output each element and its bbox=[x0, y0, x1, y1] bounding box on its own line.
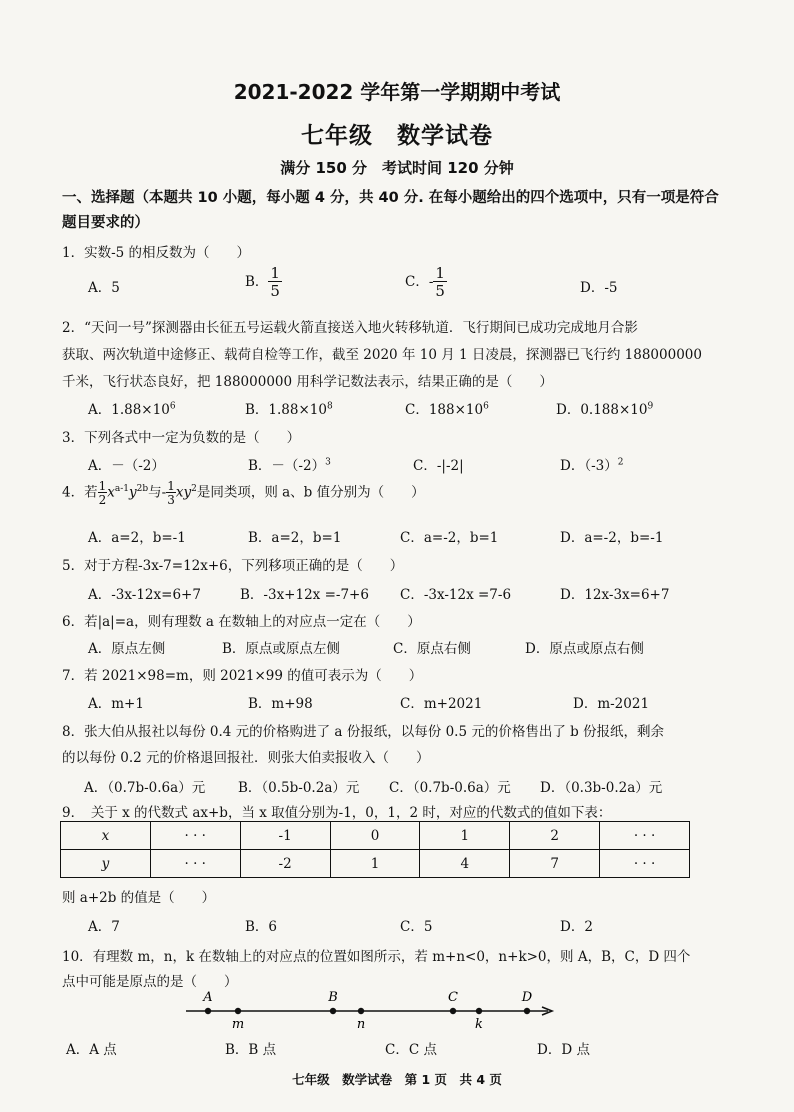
table-cell: 2 bbox=[510, 822, 600, 850]
q7-option-b: B．m+98 bbox=[248, 696, 313, 712]
q4-tail: 是同类项，则 a、b 值分别为（ ） bbox=[196, 484, 425, 501]
q2-line2: 获取、两次轨道中途修正、载荷自检等工作，截至 2020 年 10 月 1 日凌晨，探测器已飞行约 188000000 bbox=[62, 347, 702, 363]
table-cell: · · · bbox=[150, 850, 240, 878]
point-D-dot bbox=[524, 1008, 530, 1014]
q1-option-b-label: B． bbox=[245, 274, 269, 290]
q1-option-c bbox=[405, 266, 447, 299]
q1-option-d: D．-5 bbox=[580, 280, 618, 296]
q9-after: 则 a+2b 的值是（ ） bbox=[62, 890, 216, 906]
exponent: 2 bbox=[617, 457, 624, 468]
q9-stem: 9． 关于 x 的代数式 ax+b，当 x 取值分别为-1，0，1，2 时，对应的代数式的值如下表： bbox=[62, 805, 612, 821]
fraction-numerator: 1 bbox=[167, 479, 175, 493]
table-cell: 7 bbox=[510, 850, 600, 878]
exponent: 9 bbox=[647, 401, 654, 412]
q3-option-d-text: D．（-3） bbox=[560, 458, 618, 474]
q1-option-b bbox=[245, 266, 282, 299]
q2-line3: 千米，飞行状态良好，把 188000000 用科学记数法表示，结果正确的是（ ） bbox=[62, 374, 553, 390]
q2-option-a-text: A．1.88×10 bbox=[88, 402, 170, 418]
q6-option-c: C．原点右侧 bbox=[393, 641, 471, 657]
point-n-dot bbox=[358, 1008, 364, 1014]
table-cell: 1 bbox=[330, 850, 420, 878]
point-B-dot bbox=[330, 1008, 336, 1014]
point-C-dot bbox=[450, 1008, 456, 1014]
q8-option-b: B．（0.5b-0.2a）元 bbox=[238, 780, 360, 796]
q5-stem: 5．对于方程-3x-7=12x+6，下列移项正确的是（ ） bbox=[62, 558, 404, 574]
q9-option-a: A．7 bbox=[88, 919, 120, 935]
table-row bbox=[61, 850, 690, 878]
q4-option-a: A．a=2，b=-1 bbox=[88, 530, 186, 546]
q4-term1-y: y bbox=[129, 484, 137, 501]
q6-stem: 6．若|a|=a，则有理数 a 在数轴上的对应点一定在（ ） bbox=[62, 614, 421, 630]
table-cell: -1 bbox=[240, 822, 330, 850]
q10-line1: 10．有理数 m，n，k 在数轴上的对应点的位置如图所示，若 m+n<0，n+k>0，则 A，B，C，D 四个 bbox=[62, 949, 691, 965]
fraction-denominator: 5 bbox=[435, 282, 445, 300]
q9-value-table bbox=[60, 821, 690, 878]
q4-mid: 与- bbox=[148, 484, 167, 501]
point-m-label: m bbox=[231, 1017, 245, 1032]
fraction-numerator: 1 bbox=[98, 479, 107, 493]
q8-option-a: A．（0.7b-0.6a）元 bbox=[84, 780, 206, 796]
q5-option-a: A．-3x-12x=6+7 bbox=[88, 587, 201, 603]
q3-option-a: A．－（-2） bbox=[88, 458, 165, 474]
exponent: 6 bbox=[483, 401, 489, 412]
page-footer: 七年级 数学试卷 第 1 页 共 4 页 bbox=[292, 1072, 502, 1087]
q4-term1-x: x bbox=[107, 484, 115, 501]
q6-option-d: D．原点或原点右侧 bbox=[525, 641, 644, 657]
q7-stem: 7．若 2021×98=m，则 2021×99 的值可表示为（ ） bbox=[62, 668, 423, 684]
q3-stem: 3．下列各式中一定为负数的是（ ） bbox=[62, 430, 301, 446]
table-cell: · · · bbox=[600, 850, 690, 878]
q8-line2: 的以每份 0.2 元的价格退回报社．则张大伯卖报收入（ ） bbox=[62, 750, 430, 766]
table-cell: y bbox=[61, 850, 151, 878]
q3-option-b bbox=[248, 454, 331, 474]
exponent: 2b bbox=[136, 484, 149, 494]
q7-option-c: C．m+2021 bbox=[400, 696, 483, 712]
q4-number: 4．若 bbox=[62, 484, 98, 501]
q5-option-b: B．-3x+12x =-7+6 bbox=[240, 587, 369, 603]
q4-term2: xy bbox=[175, 484, 192, 501]
point-D-label: D bbox=[521, 990, 533, 1005]
fraction-denominator: 3 bbox=[167, 493, 175, 507]
point-n-label: n bbox=[356, 1017, 366, 1032]
point-A-dot bbox=[205, 1008, 211, 1014]
q1-option-b-fraction bbox=[268, 266, 282, 299]
table-cell: 4 bbox=[420, 850, 510, 878]
exponent: 6 bbox=[169, 401, 176, 412]
fraction-denominator: 2 bbox=[98, 493, 107, 507]
fraction-numerator: 1 bbox=[435, 264, 445, 282]
q10-option-d: D．D 点 bbox=[537, 1042, 590, 1058]
q3-option-c: C．-|-2| bbox=[413, 458, 464, 474]
exponent: 3 bbox=[325, 457, 331, 468]
exam-info: 满分 150 分 考试时间 120 分钟 bbox=[280, 159, 514, 177]
table-cell: · · · bbox=[600, 822, 690, 850]
point-k-label: k bbox=[475, 1017, 483, 1032]
q10-option-a: A．A 点 bbox=[66, 1042, 117, 1058]
q2-option-c bbox=[405, 398, 489, 418]
q9-option-c: C．5 bbox=[400, 919, 433, 935]
q2-option-b bbox=[245, 398, 333, 418]
q10-option-c: C．C 点 bbox=[385, 1042, 437, 1058]
point-B-label: B bbox=[328, 990, 338, 1005]
exponent: a-1 bbox=[114, 484, 129, 494]
point-k-dot bbox=[476, 1008, 482, 1014]
q6-option-a: A．原点左侧 bbox=[88, 641, 166, 657]
q9-option-d: D．2 bbox=[560, 919, 593, 935]
table-cell: -2 bbox=[240, 850, 330, 878]
table-cell: 1 bbox=[420, 822, 510, 850]
q2-option-a bbox=[88, 398, 176, 418]
table-cell: 0 bbox=[330, 822, 420, 850]
fraction-numerator: 1 bbox=[270, 264, 280, 282]
section-heading-line1: 一、选择题（本题共 10 小题，每小题 4 分，共 40 分. 在每小题给出的四个选项中，只有一项是符合 bbox=[62, 190, 719, 206]
q4-stem bbox=[62, 480, 425, 506]
q7-option-a: A．m+1 bbox=[88, 696, 144, 712]
q5-option-d: D．12x-3x=6+7 bbox=[560, 587, 670, 603]
q4-option-c: C．a=-2，b=1 bbox=[400, 530, 499, 546]
q6-option-b: B．原点或原点左侧 bbox=[222, 641, 340, 657]
q1-stem: 1．实数-5 的相反数为（ ） bbox=[62, 245, 251, 261]
q10-line2: 点中可能是原点的是（ ） bbox=[62, 974, 238, 990]
q7-option-d: D．m-2021 bbox=[573, 696, 650, 712]
q4-option-b: B．a=2，b=1 bbox=[248, 530, 342, 546]
exam-title: 2021-2022 学年第一学期期中考试 bbox=[233, 80, 561, 104]
number-line-figure bbox=[180, 985, 560, 1033]
q2-option-d-text: D．0.188×10 bbox=[556, 402, 648, 418]
point-A-label: A bbox=[203, 990, 213, 1005]
table-cell: x bbox=[61, 822, 151, 850]
q1-option-a: A．5 bbox=[88, 280, 120, 296]
q2-option-b-text: B．1.88×10 bbox=[245, 402, 327, 418]
q2-line1: 2．“天问一号”探测器由长征五号运载火箭直接送入地火转移轨道．飞行期间已成功完成地月合影 bbox=[62, 320, 638, 336]
q9-option-b: B．6 bbox=[245, 919, 278, 935]
q2-option-d bbox=[556, 398, 653, 418]
q8-option-d: D．（0.3b-0.2a）元 bbox=[540, 780, 663, 796]
q3-option-b-text: B．－（-2） bbox=[248, 458, 326, 474]
point-C-label: C bbox=[448, 990, 458, 1005]
section-heading-line2: 题目要求的） bbox=[62, 215, 149, 231]
q4-fraction-1 bbox=[98, 480, 108, 506]
q8-line1: 8．张大伯从报社以每份 0.4 元的价格购进了 a 份报纸，以每份 0.5 元的价格售出了 b 份报纸，剩余 bbox=[62, 724, 665, 740]
q4-fraction-2 bbox=[166, 480, 176, 506]
q2-option-c-text: C．188×10 bbox=[405, 402, 484, 418]
q8-option-c: C．（0.7b-0.6a）元 bbox=[389, 780, 511, 796]
q4-option-d: D．a=-2，b=-1 bbox=[560, 530, 664, 546]
exam-subtitle: 七年级 数学试卷 bbox=[301, 123, 493, 149]
exponent: 2 bbox=[191, 484, 197, 494]
q3-option-d bbox=[560, 454, 623, 474]
q5-option-c: C．-3x-12x =7-6 bbox=[400, 587, 512, 603]
q1-option-c-fraction bbox=[433, 266, 447, 299]
q1-option-c-label: C．- bbox=[405, 274, 434, 290]
table-cell: · · · bbox=[150, 822, 240, 850]
exponent: 8 bbox=[326, 401, 333, 412]
q10-option-b: B．B 点 bbox=[225, 1042, 277, 1058]
point-m-dot bbox=[235, 1008, 241, 1014]
table-row bbox=[61, 822, 690, 850]
fraction-denominator: 5 bbox=[270, 282, 280, 300]
